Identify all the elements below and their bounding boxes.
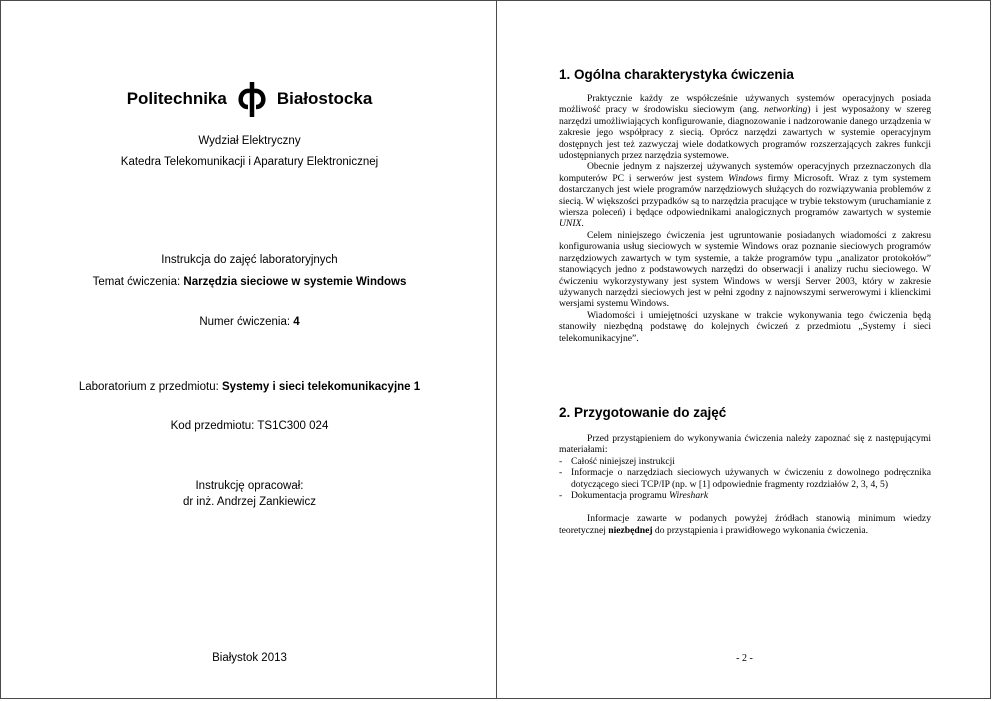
paragraph: Obecnie jednym z najszerzej używanych systemów operacyjnych przeznaczonych dla komputerów PC i serwerów jest system Windows firmy Microsoft. Wraz z tym systemem dostarczanych jest wiele programów narzędziowych służących do rozwiązywania problemów z siecią. W większości przypadków są to narzędzia pracujące w trybie tekstowym (uruchamianie z wiersza poleceń) i będące odpowiednikami analogicznych programów zawartych w systemie UNIX.	[559, 161, 931, 230]
subject-code	[1, 420, 497, 432]
university-name-left: Politechnika	[126, 89, 227, 108]
section-2-outro: Informacje zawarte w podanych powyżej źródłach stanowią minimum wiedzy teoretycznej niezbędnej do przystąpienia i prawidłowego wykonania ćwiczenia.	[559, 513, 931, 536]
title-page	[0, 0, 497, 699]
lab-label: Laboratorium z przedmiotu:	[78, 381, 222, 393]
prepared-by-label: Instrukcję opracował:	[195, 480, 304, 492]
prepared-by-author: dr inż. Andrzej Zankiewicz	[183, 496, 316, 508]
topic-label: Temat ćwiczenia:	[92, 276, 184, 288]
topic-value: Narzędzia sieciowe w systemie Windows	[183, 276, 407, 288]
paragraph: Praktycznie każdy ze współcześnie używanych systemów operacyjnych posiada możliwość pracy w środowisku sieciowym (ang. networking) i jest wyposażony w szereg narzędzi umożliwiających konfigurowanie, diagnozowanie i nadzorowanie danego urządzenia w zakresie jego współpracy z siecią. Oprócz narzędzi zawartych w systemie operacyjnym dostępnych jest też zazwyczaj wiele dodatkowych programów rozszerzających zakres funkcji udostępnianych przez narzędzia systemowe.	[559, 93, 931, 162]
number-value: 4	[293, 316, 300, 328]
place-and-year: Białystok 2013	[212, 652, 287, 664]
section-1	[559, 67, 931, 344]
exercise-topic	[1, 276, 497, 288]
number-label: Numer ćwiczenia:	[199, 316, 294, 328]
lab-value: Systemy i sieci telekomunikacyjne 1	[222, 381, 421, 393]
section-2-body	[559, 433, 931, 536]
politechnika-bialostocka-logo-icon	[235, 79, 269, 119]
content-page	[496, 0, 991, 699]
list-item: - Całość niniejszej instrukcji	[559, 455, 675, 467]
materials-list	[559, 456, 931, 502]
university-name-right: Białostocka	[276, 89, 373, 108]
laboratory-subject	[1, 381, 497, 393]
section-1-body	[559, 93, 931, 344]
page-number: - 2 -	[736, 653, 753, 664]
faculty-name: Wydział Elektryczny	[198, 135, 301, 147]
exercise-number	[1, 316, 497, 328]
list-item: - Dokumentacja programu Wireshark	[559, 490, 709, 502]
university-header	[1, 77, 497, 121]
department-name: Katedra Telekomunikacji i Aparatury Elektronicznej	[120, 156, 379, 168]
paragraph: Celem niniejszego ćwiczenia jest ugruntowanie posiadanych wiadomości z zakresu konfigurowania usług sieciowych w systemie Windows oraz poznanie sieciowych programów narzędziowych zawartych w tym systemie, a także programów typu „analizator protokołów” stanowiących jedno z podstawowych narzędzi do obserwacji i analizy ruchu sieciowego. W ćwiczeniu wykorzystywany jest system Windows w wersji Server 2003, który w zakresie używanych narzędzi sieciowych jest w pełni zgodny z najnowszymi serwerowymi i klienckimi wersjami systemu Windows.	[559, 229, 931, 310]
section-1-title: 1. Ogólna charakterystyka ćwiczenia	[559, 67, 794, 82]
section-2	[559, 405, 931, 536]
code-label: Kod przedmiotu:	[170, 420, 258, 432]
list-item: - Informacje o narzędziach sieciowych używanych w ćwiczeniu z dowolnego podręcznika dotyczącego sieci TCP/IP (np. w [1] odpowiednie fragmenty rozdziałów 2, 3, 4, 5)	[559, 467, 931, 490]
instruction-type: Instrukcja do zajęć laboratoryjnych	[161, 254, 338, 266]
section-2-intro: Przed przystąpieniem do wykonywania ćwiczenia należy zapoznać się z następującymi materiałami:	[559, 433, 931, 456]
code-value: TS1C300 024	[257, 420, 329, 432]
section-2-title: 2. Przygotowanie do zajęć	[559, 405, 727, 420]
paragraph: Wiadomości i umiejętności uzyskane w trakcie wykonywania tego ćwiczenia będą stanowiły niezbędną podstawę do kolejnych ćwiczeń z przedmiotu „Systemy i sieci telekomunikacyjne”.	[559, 309, 931, 344]
